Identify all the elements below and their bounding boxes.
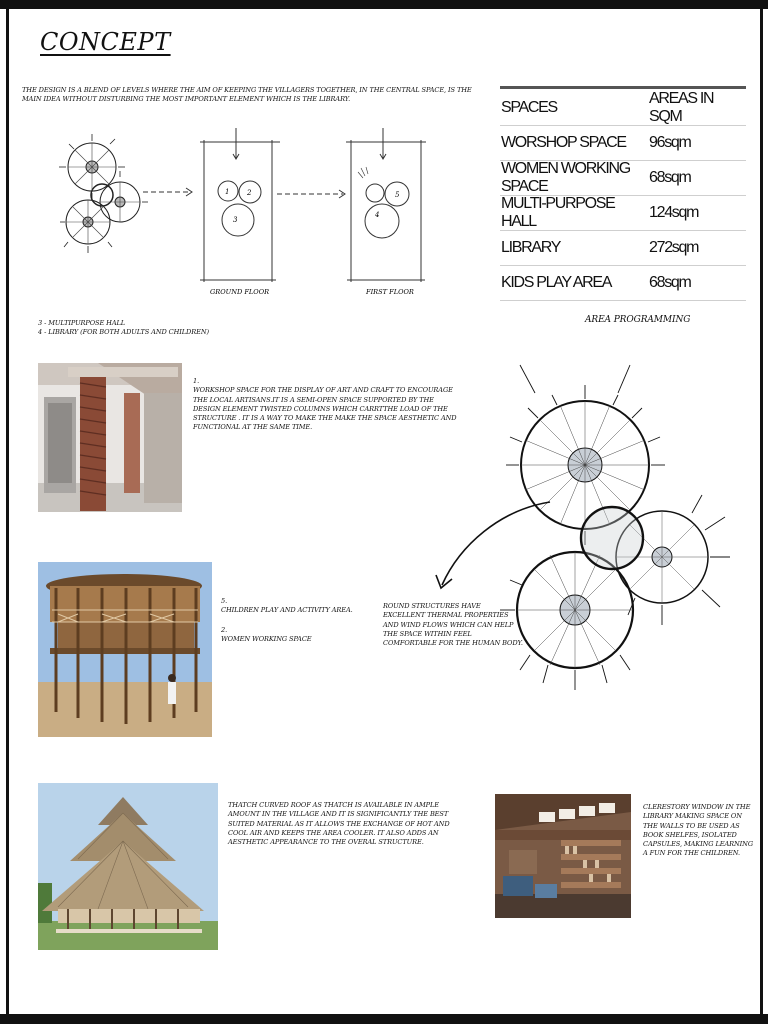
round-timber-structure-photo bbox=[38, 562, 212, 737]
play-area-captions bbox=[221, 597, 381, 644]
round-structures-note: ROUND STRUCTURES HAVE EXCELLENT THERMAL PROPERTIES AND WIND FLOWS WHICH CAN HELP THE SPACE WITHIN FEEL COMFORTABLE FOR THE HUMAN BODY. bbox=[383, 602, 523, 648]
library-interior-photo bbox=[495, 794, 631, 918]
row-space: MULTI-PURPOSE HALL bbox=[501, 195, 615, 230]
workshop-columns-photo bbox=[38, 363, 182, 512]
first-floor-plan bbox=[346, 128, 426, 282]
legend-item: 3 - MULTIPURPOSE HALL bbox=[38, 319, 126, 327]
area-table bbox=[500, 86, 746, 301]
header-spaces: SPACES bbox=[501, 99, 557, 116]
table-row bbox=[500, 126, 746, 161]
concept-plan-diagram bbox=[55, 122, 435, 307]
page-title: CONCEPT bbox=[40, 28, 171, 56]
women-item-text: WOMEN WORKING SPACE bbox=[221, 634, 312, 643]
first-floor-label: FIRST FLOOR bbox=[366, 288, 414, 296]
row-space: WORSHOP SPACE bbox=[501, 134, 626, 151]
play-item-number: 5. bbox=[221, 597, 228, 605]
dashed-arrow-1 bbox=[143, 188, 192, 196]
row-space: LIBRARY bbox=[501, 239, 561, 256]
row-area: 124sqm bbox=[649, 204, 699, 221]
row-area: 272sqm bbox=[649, 239, 699, 256]
frame-left-border bbox=[6, 0, 9, 1024]
library-note: CLERESTORY WINDOW IN THE LIBRARY MAKING SPACE ON THE WALLS TO BE USED AS BOOK SHELFES, ISOLATED CAPSULES, MAKING LEARNING A FUN FOR THE CHILDREN. bbox=[643, 803, 753, 858]
table-row bbox=[500, 161, 746, 196]
thatch-roof-photo bbox=[38, 783, 218, 950]
legend-item: 4 - LIBRARY (FOR BOTH ADULTS AND CHILDREN) bbox=[38, 328, 209, 337]
round-structure-sketch bbox=[430, 345, 750, 735]
ground-floor-plan bbox=[200, 128, 280, 282]
row-area: 68sqm bbox=[649, 274, 691, 291]
plan-number-5: 5 bbox=[395, 191, 400, 199]
women-item-number: 2. bbox=[221, 625, 228, 634]
frame-top-border bbox=[0, 0, 768, 9]
row-space: WOMEN WORKING SPACE bbox=[501, 160, 630, 195]
table-top-rule bbox=[500, 86, 746, 89]
workshop-text: WORKSHOP SPACE FOR THE DISPLAY OF ART AND CRAFT TO ENCOURAGE THE LOCAL ARTISANS.IT IS A SEMI-OPEN SPACE SUPPORTED BY THE DESIGN ELEMENT TWISTED COLUMNS WHICH CARRTTHE LOAD OF THE STRUCTURE . IT IS A WAY TO MAKE THE MAKE THE SPACE AESTHETIC AND FUNCTIONAL AT THE SAME TIME. bbox=[193, 386, 457, 432]
table-row bbox=[500, 196, 746, 231]
frame-bottom-border bbox=[0, 1014, 768, 1024]
row-area: 68sqm bbox=[649, 169, 691, 186]
area-programming-caption: AREA PROGRAMMING bbox=[585, 315, 691, 325]
thatch-roof-note: THATCH CURVED ROOF AS THATCH IS AVAILABLE IN AMPLE AMOUNT IN THE VILLAGE AND IT IS SIGNIFICANTLY THE BEST SUITED MATERIAL AS IT ALLOWS THE EXCHANGE OF HOT AND COOL AIR AND KEEPS THE AREA COOLER. IT ALSO ADDS AN AESTHETIC APPEARANCE TO THE OVERAL STRUCTURE. bbox=[228, 801, 450, 847]
plan-number-4: 4 bbox=[375, 211, 380, 219]
intro-text: THE DESIGN IS A BLEND OF LEVELS WHERE THE AIM OF KEEPING THE VILLAGERS TOGETHER, IN THE CENTRAL SPACE, IS THE MAIN IDEA WITHOUT DISTURBING THE MOST IMPORTANT ELEMENT WHICH IS THE LIBRARY. bbox=[22, 86, 472, 104]
header-areas: AREAS IN SQM bbox=[649, 90, 714, 125]
ground-floor-label: GROUND FLOOR bbox=[210, 288, 270, 296]
row-space: KIDS PLAY AREA bbox=[501, 274, 612, 291]
plan-legend bbox=[38, 319, 298, 338]
circle-sketch-small bbox=[59, 134, 148, 253]
table-row bbox=[500, 231, 746, 266]
frame-right-border bbox=[760, 0, 763, 1024]
play-item-text: CHILDREN PLAY AND ACTIVITY AREA. bbox=[221, 606, 353, 615]
dashed-arrow-2 bbox=[277, 190, 345, 198]
workshop-caption bbox=[193, 377, 463, 433]
plan-number-2: 2 bbox=[247, 189, 252, 197]
plan-number-3: 3 bbox=[233, 216, 238, 224]
row-area: 96sqm bbox=[649, 134, 691, 151]
workshop-number: 1. bbox=[193, 377, 200, 385]
table-row bbox=[500, 266, 746, 301]
table-header-row bbox=[500, 91, 746, 126]
plan-number-1: 1 bbox=[225, 188, 230, 196]
